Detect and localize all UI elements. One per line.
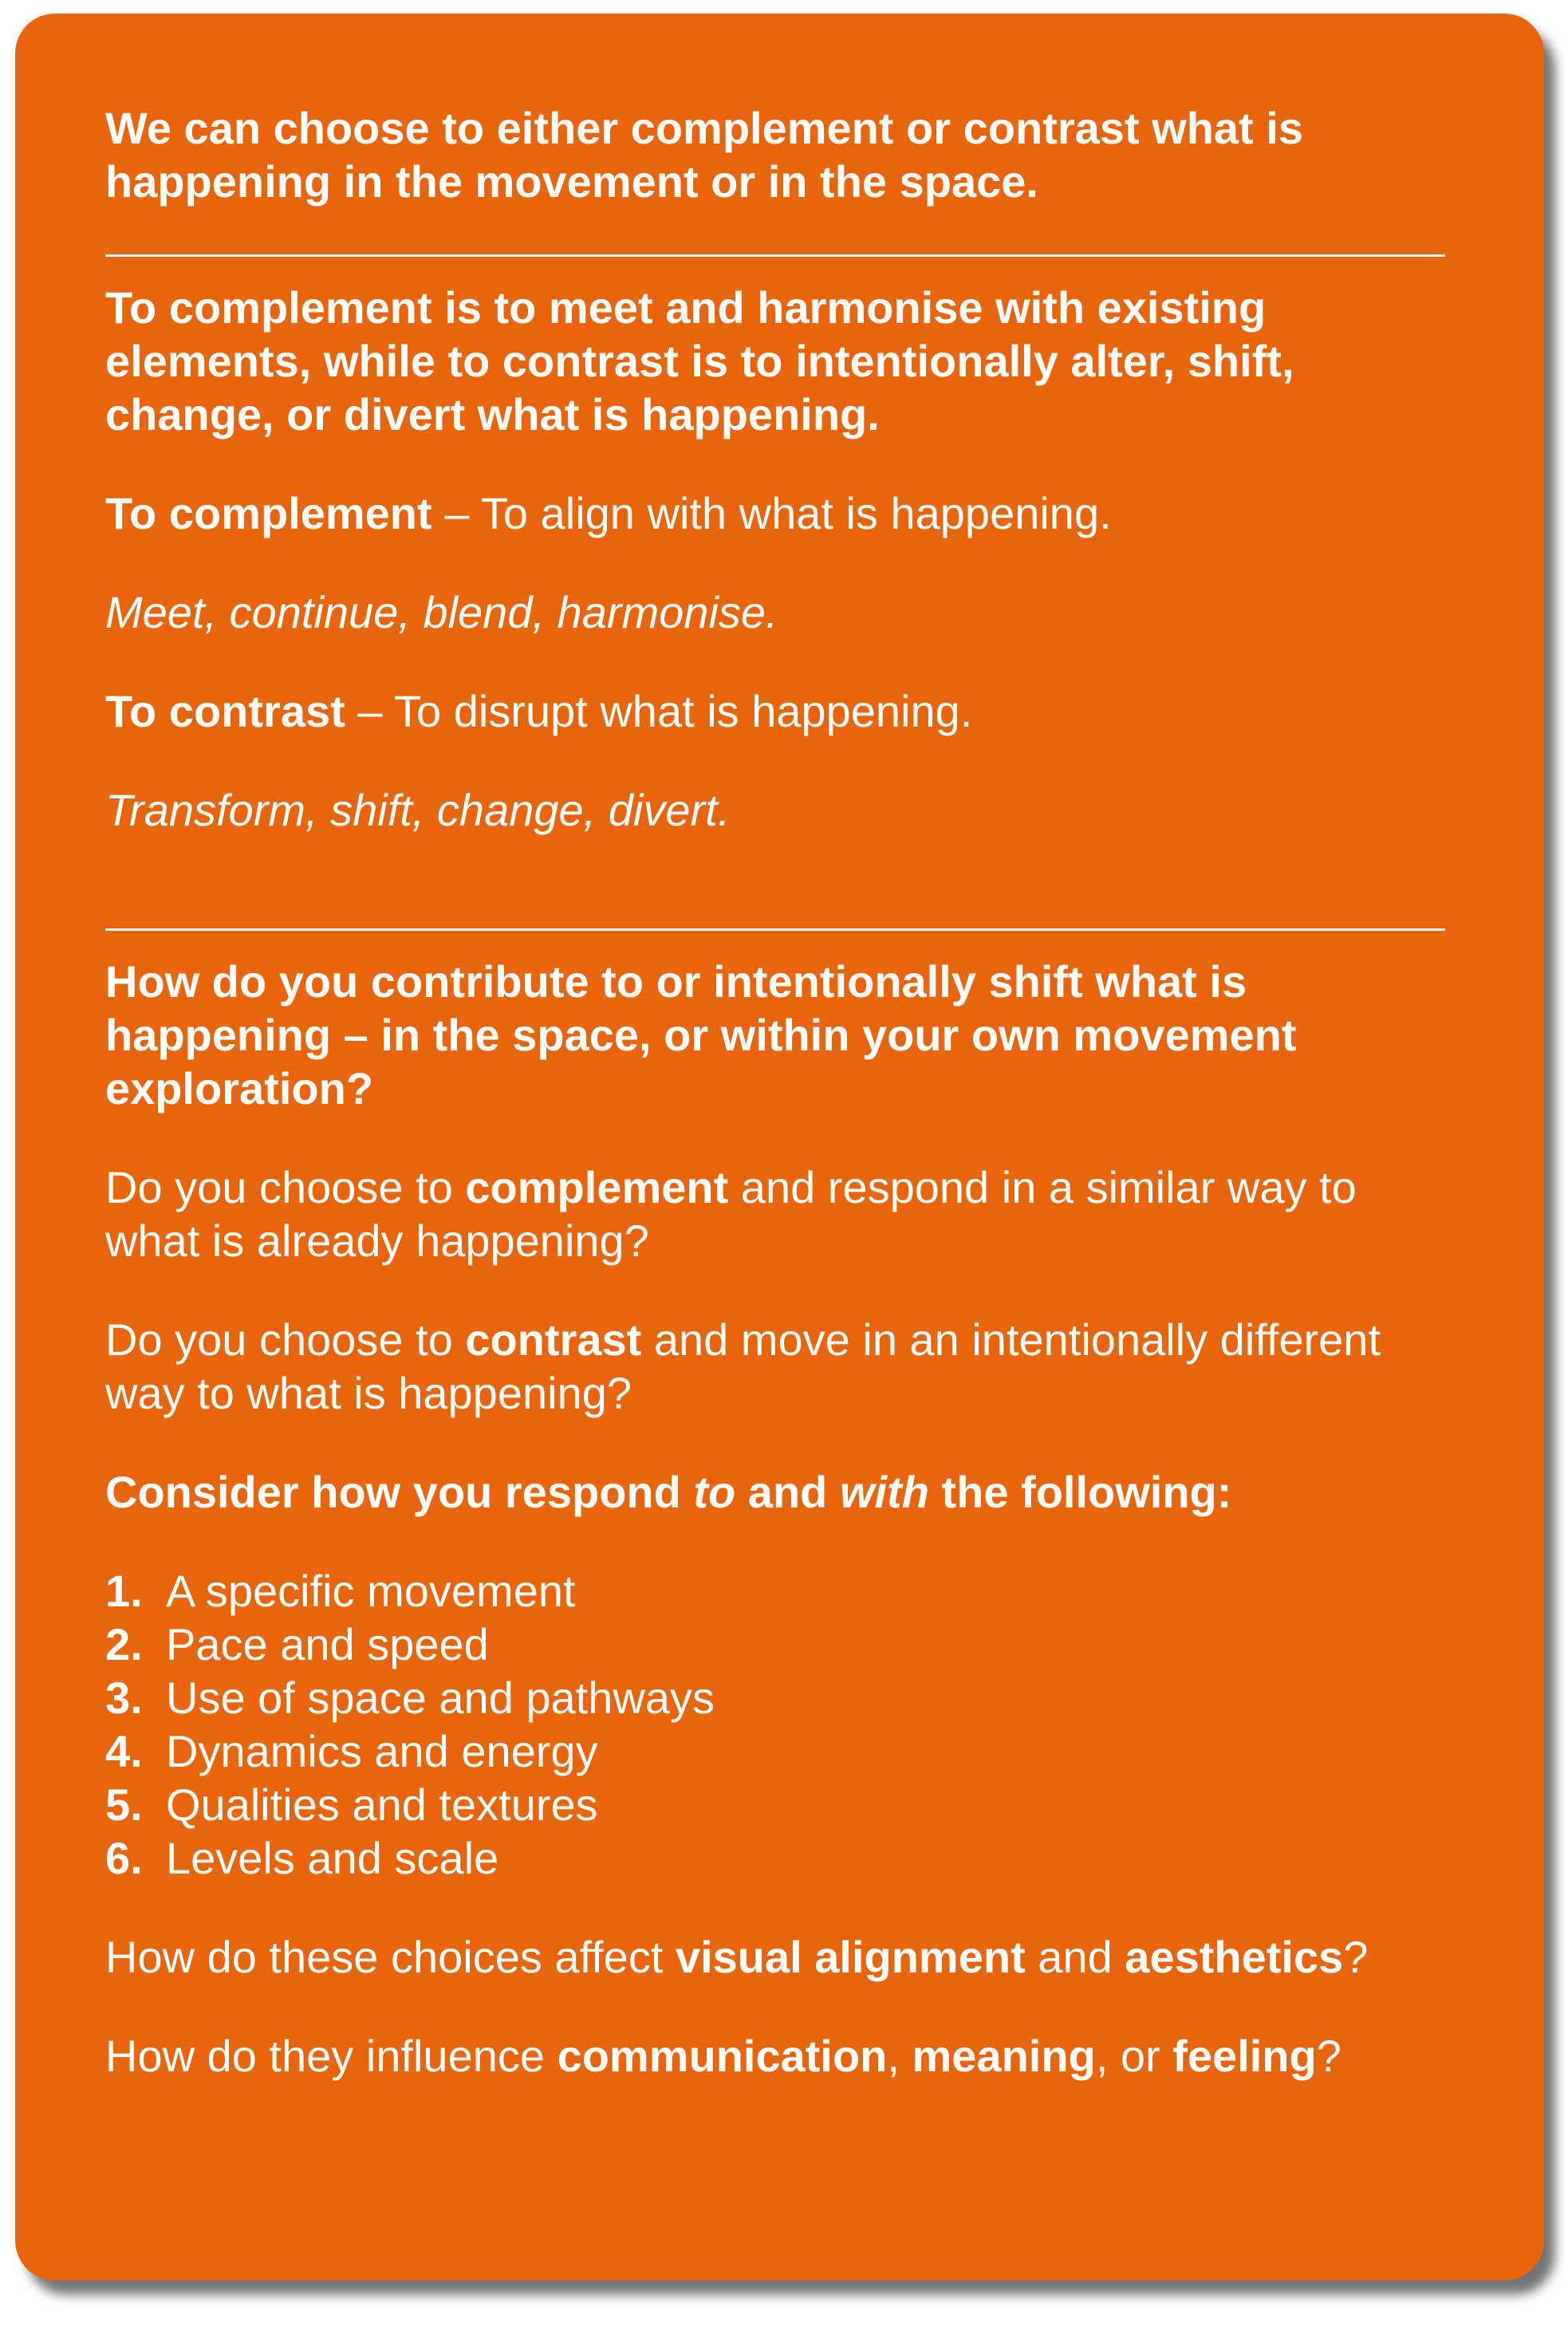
list-item-text: Use of space and pathways: [166, 1673, 715, 1723]
question-influence-term-2: meaning: [912, 2031, 1096, 2081]
list-item: [105, 1778, 1453, 1831]
list-item-number: 2.: [105, 1619, 143, 1669]
question-complement-pre: Do you choose to: [105, 1162, 466, 1212]
question-influence-sep-2: , or: [1095, 2031, 1173, 2081]
question-influence-sep-1: ,: [887, 2031, 912, 2081]
question-influence-term-3: feeling: [1172, 2031, 1317, 2081]
complement-dash: –: [431, 488, 481, 538]
contrast-term: To contrast: [105, 686, 345, 736]
list-item-number: 5.: [105, 1779, 143, 1830]
contrast-desc: To disrupt what is happening.: [394, 686, 973, 736]
contrast-dash: –: [345, 686, 395, 736]
question-complement-term: complement: [465, 1162, 729, 1212]
list-item: [105, 1671, 1453, 1724]
complement-line: [105, 487, 1453, 540]
list-item: [105, 1618, 1453, 1671]
complement-synonyms: Meet, continue, blend, harmonise.: [105, 587, 778, 637]
question-visual-post: ?: [1343, 1932, 1369, 1982]
question-heading: How do you contribute to or intentionally shift what is happening – in the space, or within your own movement exploration?: [105, 956, 1297, 1113]
card-content: [105, 101, 1453, 2083]
question-visual-pre: How do these choices affect: [105, 1932, 676, 1982]
consider-with: with: [839, 1467, 929, 1517]
consider-post: the following:: [928, 1467, 1232, 1517]
consider-mid: and: [735, 1467, 840, 1517]
question-contrast-post: and move in an intentionally different way to what is happening?: [105, 1314, 1381, 1418]
question-complement-post: and respond in a similar way to what is already happening?: [105, 1162, 1357, 1266]
contrast-synonyms: Transform, shift, change, divert.: [105, 785, 731, 835]
list-item: [105, 1564, 1453, 1618]
question-influence-term-1: communication: [557, 2031, 888, 2081]
list-item-number: 4.: [105, 1726, 143, 1776]
considerations-list: [105, 1564, 1453, 1885]
info-card: [15, 14, 1544, 2280]
list-item-number: 1.: [105, 1566, 143, 1616]
list-item-number: 6.: [105, 1833, 143, 1883]
list-item-text: Dynamics and energy: [166, 1726, 598, 1776]
intro-text: We can choose to either complement or contrast what is happening in the movement or in the space.: [105, 103, 1303, 207]
consider-to: to: [693, 1467, 736, 1517]
question-contrast-term: contrast: [465, 1314, 642, 1365]
list-item: [105, 1724, 1453, 1778]
list-item-text: Qualities and textures: [166, 1779, 598, 1830]
question-visual-mid: and: [1025, 1932, 1125, 1982]
question-influence-pre: How do they influence: [105, 2031, 557, 2081]
definition-text: To complement is to meet and harmonise with existing elements, while to contrast is to intentionally alter, shift, change, or divert what is happening.: [105, 282, 1294, 439]
list-item-text: Levels and scale: [166, 1833, 499, 1883]
question-influence-post: ?: [1316, 2031, 1341, 2081]
question-complement: [105, 1161, 1453, 1267]
contrast-line: [105, 684, 1453, 738]
question-influence: [105, 2029, 1453, 2083]
complement-desc: To align with what is happening.: [480, 488, 1112, 538]
consider-heading: [105, 1465, 1453, 1519]
consider-pre: Consider how you respond: [105, 1467, 694, 1517]
question-contrast-pre: Do you choose to: [105, 1314, 466, 1365]
question-contrast: [105, 1313, 1453, 1420]
list-item-number: 3.: [105, 1673, 143, 1723]
question-visual-term-2: aesthetics: [1125, 1932, 1344, 1982]
list-item: [105, 1831, 1453, 1885]
question-visual-term-1: visual alignment: [675, 1932, 1026, 1982]
complement-term: To complement: [105, 488, 432, 538]
question-visual: [105, 1930, 1453, 1984]
list-item-text: A specific movement: [166, 1566, 576, 1616]
list-item-text: Pace and speed: [166, 1619, 489, 1669]
